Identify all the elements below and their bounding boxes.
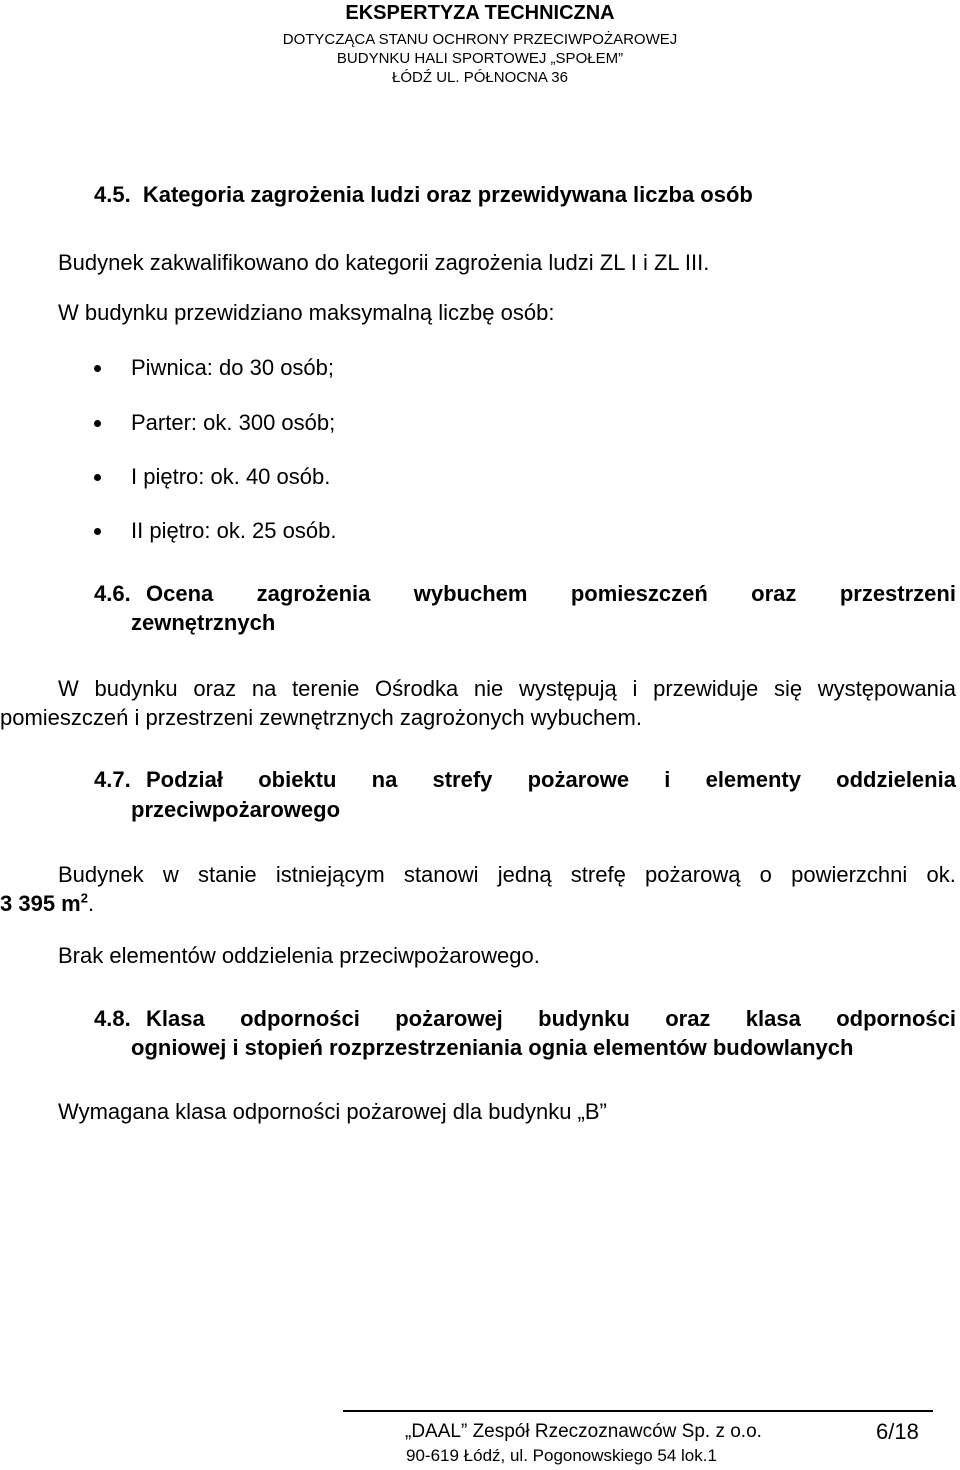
title-word: oraz: [751, 581, 797, 606]
section-title-line2: przeciwpożarowego: [131, 797, 341, 822]
paragraph: Budynek zakwalifikowano do kategorii zagrożenia ludzi ZL I i ZL III.: [58, 250, 710, 275]
list-item: Piwnica: do 30 osób;: [131, 355, 335, 380]
section-4-7-title: [146, 767, 956, 793]
section-number: 4.8.: [94, 1006, 131, 1031]
paragraph: W budynku przewidziano maksymalną liczbę osób:: [58, 300, 555, 325]
word: występują: [518, 676, 617, 701]
word: istniejącym: [275, 862, 385, 887]
section-4-6-title: [146, 581, 956, 607]
list-item: Parter: ok. 300 osób;: [131, 410, 336, 435]
word: oraz: [193, 676, 237, 701]
title-word: pożarowej: [395, 1006, 503, 1031]
word: i: [632, 676, 638, 701]
word: Ośrodka: [375, 676, 459, 701]
word: stanie: [197, 862, 257, 887]
section-4-5-heading: [94, 182, 753, 208]
bullet-icon: [94, 474, 101, 481]
paragraph-line1: [58, 862, 956, 888]
word: budynku: [94, 676, 178, 701]
header-subtitle-3: ŁÓDŹ UL. PÓŁNOCNA 36: [392, 69, 568, 86]
section-number: 4.5.: [94, 182, 131, 207]
list-item: II piętro: ok. 25 osób.: [131, 518, 337, 543]
bullet-icon: [94, 365, 101, 372]
word: o: [759, 862, 772, 887]
area-unit-exponent: 2: [80, 890, 88, 906]
section-title-line2: ogniowej i stopień rozprzestrzeniania ognia elementów budowlanych: [131, 1035, 854, 1060]
page-number: 6/18: [876, 1419, 919, 1444]
title-word: zagrożenia: [256, 581, 371, 606]
word: pożarową: [645, 862, 741, 887]
section-number: 4.6.: [94, 581, 131, 606]
word: jedną: [497, 862, 552, 887]
footer-address: 90-619 Łódź, ul. Pogonowskiego 54 lok.1: [406, 1446, 717, 1465]
section-4-8-title: [146, 1006, 956, 1032]
title-word: wybuchem: [413, 581, 528, 606]
word: ok.: [926, 862, 956, 887]
title-word: oraz: [665, 1006, 711, 1031]
word: przewiduje: [653, 676, 759, 701]
title-word: na: [371, 767, 398, 792]
bullet-icon: [94, 528, 101, 535]
word: się: [773, 676, 803, 701]
list-item: I piętro: ok. 40 osób.: [131, 464, 331, 489]
title-word: strefy: [432, 767, 493, 792]
bullet-icon: [94, 420, 101, 427]
section-title-line2: zewnętrznych: [131, 610, 276, 635]
footer-company: „DAAL” Zespół Rzeczoznawców Sp. z o.o.: [405, 1421, 762, 1442]
word: Budynek: [58, 862, 144, 887]
word: występowania: [817, 676, 956, 701]
title-word: Klasa: [146, 1006, 205, 1031]
header-title: EKSPERTYZA TECHNICZNA: [345, 2, 615, 24]
section-number: 4.7.: [94, 767, 131, 792]
title-word: Podział: [146, 767, 224, 792]
header-subtitle-2: BUDYNKU HALI SPORTOWEJ „SPOŁEM”: [336, 50, 624, 67]
header-subtitle-1: DOTYCZĄCA STANU OCHRONY PRZECIWPOŻAROWEJ: [282, 31, 678, 48]
sentence-end: .: [87, 891, 95, 916]
title-word: budynku: [538, 1006, 630, 1031]
area-number: 3 395 m: [0, 891, 81, 916]
title-word: odporności: [240, 1006, 360, 1031]
word: nie: [473, 676, 504, 701]
word: W: [58, 676, 79, 701]
word: powierzchni: [791, 862, 908, 887]
word: na: [251, 676, 277, 701]
footer-rule: [343, 1410, 933, 1412]
paragraph-line2: [0, 891, 94, 917]
paragraph: Brak elementów oddzielenia przeciwpożarowego.: [58, 943, 540, 968]
paragraph-line1: [58, 676, 956, 702]
word: strefę: [570, 862, 626, 887]
title-word: Ocena: [146, 581, 214, 606]
title-word: przestrzeni: [839, 581, 956, 606]
title-word: pomieszczeń: [570, 581, 708, 606]
paragraph: Wymagana klasa odporności pożarowej dla budynku „B”: [58, 1099, 607, 1124]
word: stanowi: [403, 862, 479, 887]
title-word: oddzielenia: [836, 767, 956, 792]
word: w: [162, 862, 179, 887]
title-word: pożarowe: [527, 767, 630, 792]
paragraph-line2: pomieszczeń i przestrzeni zewnętrznych zagrożonych wybuchem.: [0, 705, 642, 730]
title-word: odporności: [836, 1006, 956, 1031]
section-title: Kategoria zagrożenia ludzi oraz przewidywana liczba osób: [142, 182, 753, 207]
area-value: [0, 891, 88, 916]
word: terenie: [292, 676, 360, 701]
title-word: elementy: [705, 767, 801, 792]
title-word: i: [664, 767, 671, 792]
title-word: obiektu: [258, 767, 337, 792]
title-word: klasa: [745, 1006, 801, 1031]
